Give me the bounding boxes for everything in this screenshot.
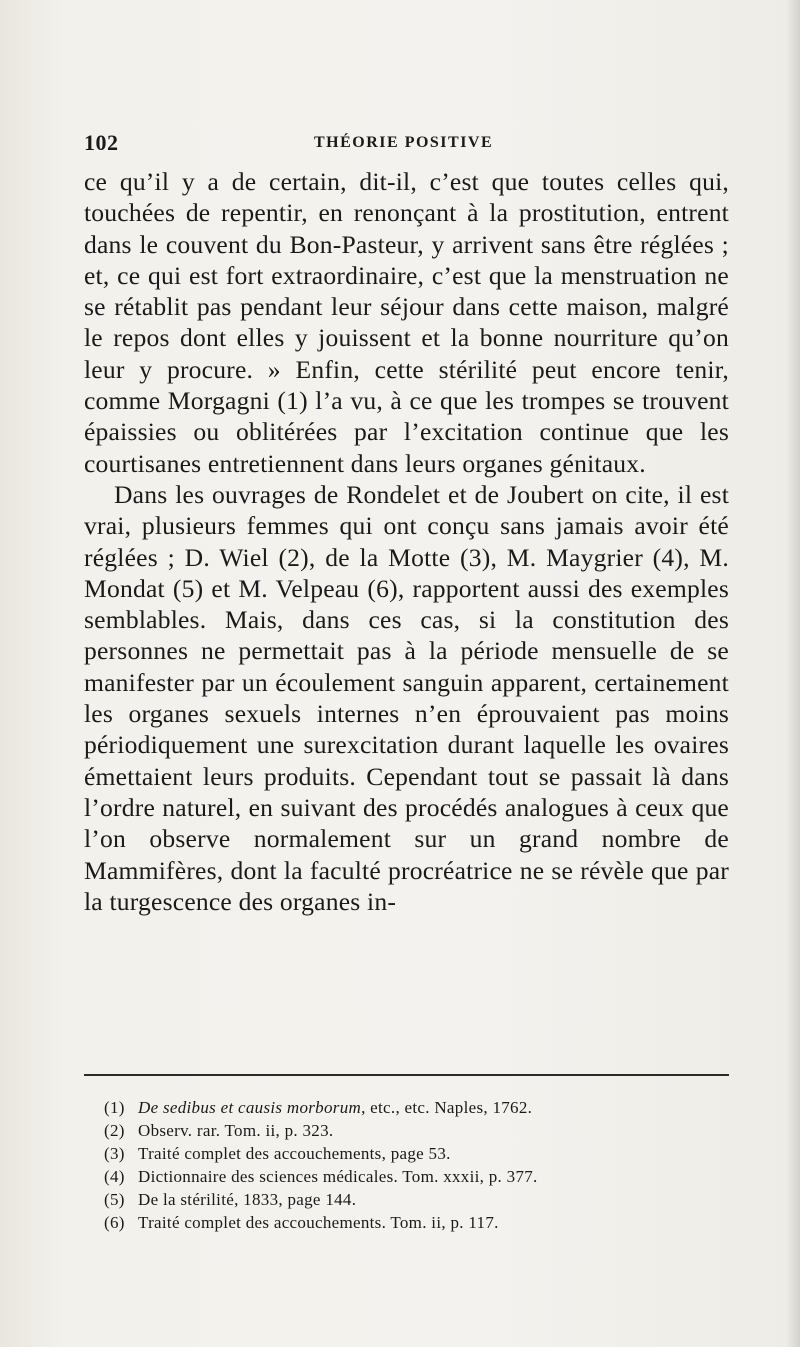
footnote-number: (3) [104,1144,125,1163]
footnote-number: (5) [104,1190,125,1209]
footnote-number: (6) [104,1213,125,1232]
footnote-1 [104,1096,724,1119]
main-text [84,166,729,917]
footnote-text: , etc., etc. Naples, 1762. [361,1098,533,1117]
footnote-text: De la stérilité, 1833, page 144. [138,1190,357,1209]
footnote-title: De sedibus et causis morborum [138,1098,362,1117]
footnote-rule [84,1074,729,1076]
footnote-3 [104,1142,724,1165]
footnote-6 [104,1211,724,1234]
footnote-number: (2) [104,1121,125,1140]
footnote-number: (1) [104,1098,125,1117]
paragraph: Dans les ouvrages de Rondelet et de Joubert on cite, il est vrai, plusieurs femmes qui ont conçu sans jamais avoir été réglées ; D. Wiel (2), de la Motte (3), M. Maygrier (4), M. Mondat (5) et M. Velpeau (6), rapportent aussi des exemples semblables. Mais, dans ces cas, si la constitution des personnes ne permettait pas à la période mensuelle de se manifester par un écoulement sanguin apparent, certainement les organes sexuels internes n’en éprouvaient pas moins périodiquement une surexcitation durant laquelle les ovaires émettaient leurs produits. Cependant tout se passait là dans l’ordre naturel, en suivant des procédés analogues à ceux que l’on observe normalement sur un grand nombre de Mammifères, dont la faculté procréatrice ne se révèle que par la turgescence des organes in- [84,479,729,916]
paragraph-continued: ce qu’il y a de certain, dit-il, c’est que toutes celles qui, touchées de repentir, en renonçant à la prostitution, entrent dans le couvent du Bon-Pasteur, y arrivent sans être réglées ; et, ce qui est fort extraordinaire, c’est que la menstruation ne se rétablit pas pendant leur séjour dans cette maison, malgré le repos dont elles y jouissent et la bonne nourriture qu’on leur y procure. » Enfin, cette stérilité peut encore tenir, comme Morgagni (1) l’a vu, à ce que les trompes se trouvent épaissies ou oblitérées par l’excitation continue que les courtisanes entretiennent dans leurs organes génitaux. [84,167,729,478]
footnote-text: Traité complet des accouchements, page 53. [138,1144,451,1163]
footnote-2 [104,1119,724,1142]
page-number: 102 [84,130,119,155]
footnote-text: Dictionnaire des sciences médicales. Tom. xxxii, p. 377. [138,1167,538,1186]
footnote-number: (4) [104,1167,125,1186]
footnotes [104,1096,724,1234]
scan-edge-shadow [786,0,800,1347]
page-header [84,130,724,160]
footnote-5 [104,1188,724,1211]
running-head: THÉORIE POSITIVE [314,134,494,151]
footnote-4 [104,1165,724,1188]
footnote-text: Traité complet des accouchements. Tom. ii, p. 117. [138,1213,499,1232]
footnote-text: Observ. rar. Tom. ii, p. 323. [138,1121,334,1140]
